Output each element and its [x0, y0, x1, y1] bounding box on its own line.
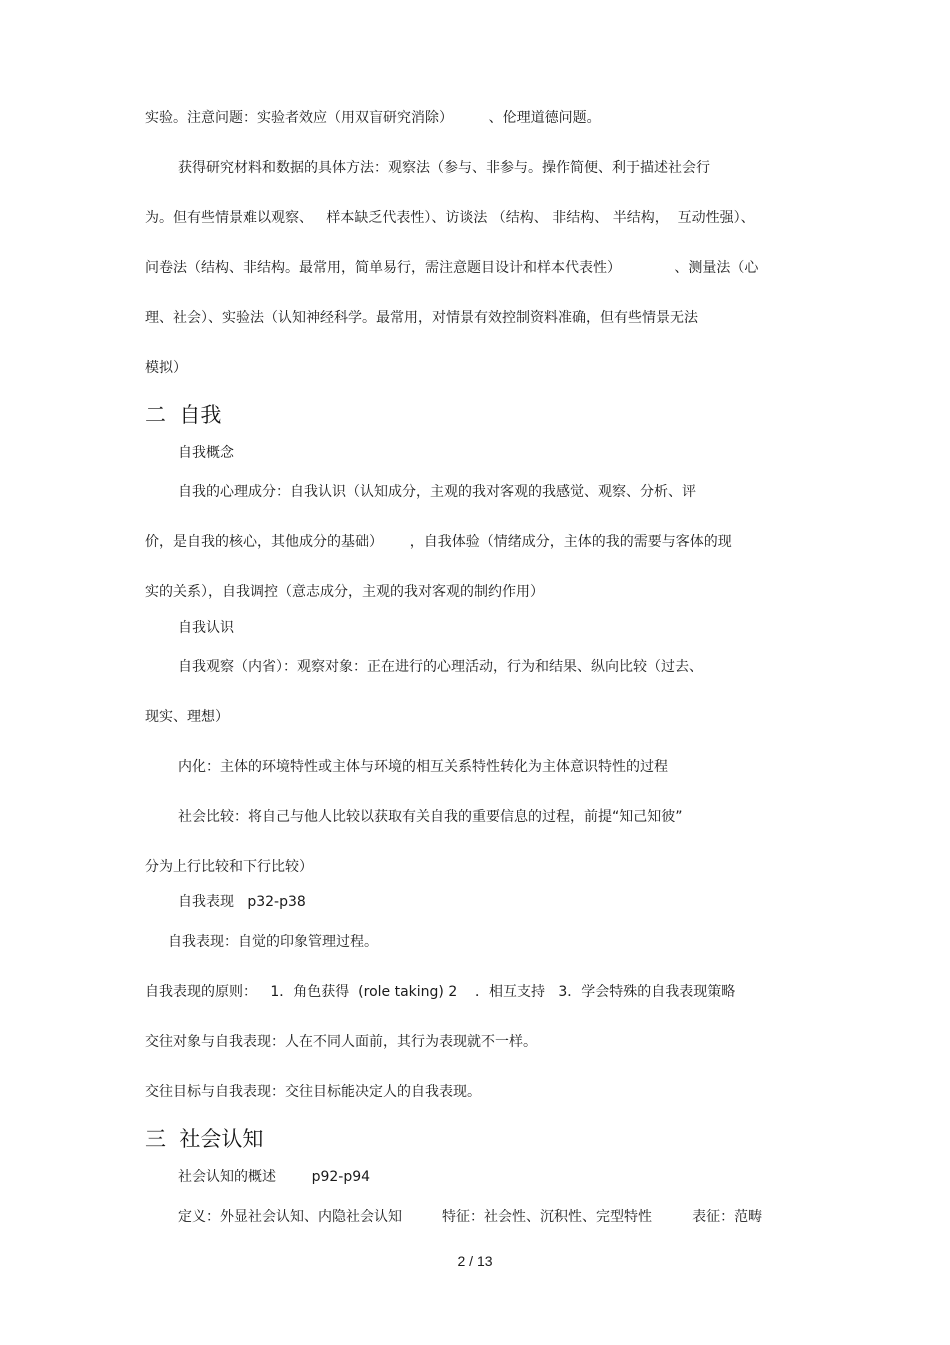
text-line: 理、社会）、实验法（认知神经科学。最常用，对情景有效控制资料准确，但有些情景无法	[145, 310, 698, 326]
text-line: 价，是自我的核心，其他成分的基础） ，自我体验（情绪成分，主体的我的需要与客体的现	[145, 534, 732, 550]
section-heading: 三 社会认知	[145, 1127, 264, 1151]
text-line: 为。但有些情景难以观察、 样本缺乏代表性）、访谈法 （结构、 非结构、 半结构， 互动性强）、	[145, 210, 755, 226]
text-line: 自我表现：自觉的印象管理过程。	[168, 934, 378, 950]
subheading: 自我表现 p32-p38	[178, 894, 306, 910]
subheading: 自我认识	[178, 620, 234, 636]
subheading: 自我概念	[178, 445, 234, 461]
text-line: 自我观察（内省）：观察对象：正在进行的心理活动，行为和结果、纵向比较（过去、	[178, 659, 703, 675]
text-line: 定义：外显社会认知、内隐社会认知 特征：社会性、沉积性、完型特性 表征：范畴	[178, 1209, 763, 1225]
text-line: 获得研究材料和数据的具体方法：观察法（参与、非参与。操作简便、利于描述社会行	[178, 160, 710, 176]
text-line: 交往目标与自我表现：交往目标能决定人的自我表现。	[145, 1084, 481, 1100]
page-number: 2 / 13	[457, 1253, 493, 1269]
text-line: 实的关系），自我调控（意志成分，主观的我对客观的制约作用）	[145, 584, 544, 600]
text-line: 问卷法（结构、非结构。最常用，简单易行，需注意题目设计和样本代表性） 、测量法（心	[145, 260, 759, 276]
text-line: 模拟）	[145, 360, 187, 376]
subheading: 社会认知的概述 p92-p94	[178, 1169, 371, 1185]
text-line: 自我表现的原则： 1．角色获得 (role taking) 2 ．相互支持 3．学会特殊的自我表现策略	[145, 984, 736, 1000]
text-line: 分为上行比较和下行比较）	[145, 859, 313, 875]
text-line: 内化：主体的环境特性或主体与环境的相互关系特性转化为主体意识特性的过程	[178, 759, 668, 775]
text-line: 自我的心理成分：自我认识（认知成分，主观的我对客观的我感觉、观察、分析、评	[178, 484, 696, 500]
text-line: 现实、理想）	[145, 709, 229, 725]
text-line: 实验。注意问题：实验者效应（用双盲研究消除） 、伦理道德问题。	[145, 110, 601, 126]
section-heading: 二 自我	[145, 403, 222, 427]
text-line: 社会比较：将自己与他人比较以获取有关自我的重要信息的过程，前提“知己知彼”	[178, 809, 683, 825]
text-line: 交往对象与自我表现：人在不同人面前，其行为表现就不一样。	[145, 1034, 537, 1050]
